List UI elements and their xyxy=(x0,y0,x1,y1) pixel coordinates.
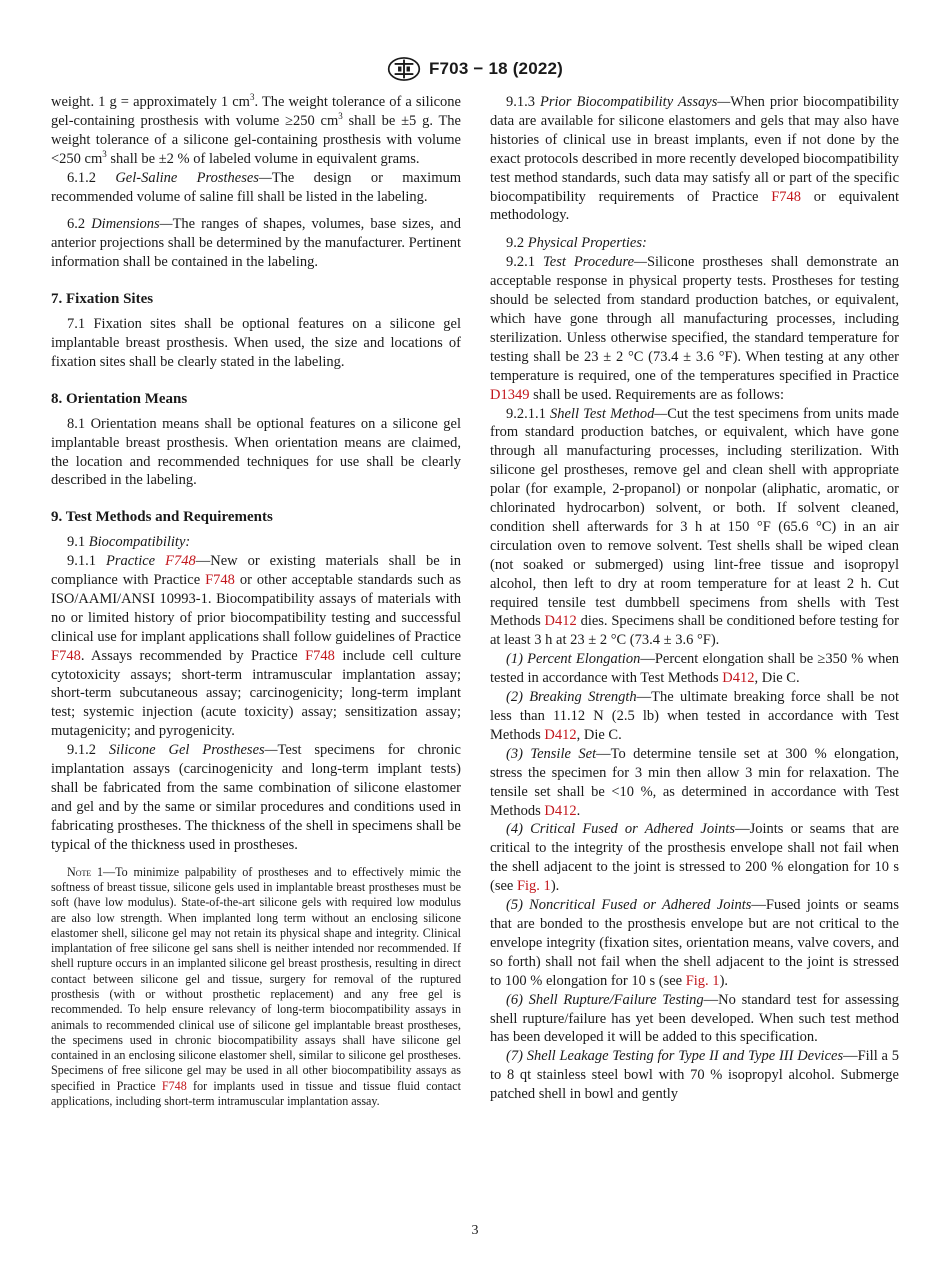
link-fig-1[interactable]: Fig. 1 xyxy=(516,878,551,895)
left-column xyxy=(51,93,461,1109)
requirement-7-shell-leakage: (7) Shell Leakage Testing for Type II and Type III Devices—Fill a 5 to 8 qt stainless steel bowl with 70 % isopropyl alcohol. Submerge patched shell in bowl and gently xyxy=(490,1048,899,1103)
paragraph-9-2: 9.2 Physical Properties: xyxy=(506,235,647,252)
requirement-5-noncritical-joints: (5) Noncritical Fused or Adhered Joints—Fused joints or seams that are bonded to the prosthesis envelope but are not critical to the envelope integrity (fixation sites, orientation means, valve covers, and so forth) shall not fail when the shell adjacent to the joint is stressed to 100 % elongation for 10 s (see Fig. 1). xyxy=(490,897,899,989)
requirement-4-critical-joints: (4) Critical Fused or Adhered Joints—Joints or seams that are critical to the integrity of the prosthesis envelope shall not fail when the shell adjacent to the joint is stressed to 200 % elongation for 10 s (see Fig. 1). xyxy=(490,821,899,895)
section-heading-9: 9. Test Methods and Requirements xyxy=(51,509,273,526)
link-d412[interactable]: D412 xyxy=(722,670,755,687)
link-d412[interactable]: D412 xyxy=(544,726,577,743)
requirement-6-shell-rupture: (6) Shell Rupture/Failure Testing—No standard test for assessing shell rupture/failure has yet been developed. When such test method has been developed it will be added to this specification. xyxy=(490,991,899,1046)
right-column xyxy=(490,93,899,1104)
paragraph-9-2-1: 9.2.1 Test Procedure—Silicone prostheses shall demonstrate an acceptable response in physical property tests. Prostheses for testing should be selected from standard production batches, or equivalent, which have gone through all manufacturing processes, including sterilization. Unless otherwise specified, the standard temperature for testing shall be 23 ± 2 °C (73.4 ± 3.6 °F). When testing at any other temperature is required, one of the temperatures specified in Practice D1349 shall be used. Requirements are as follows: xyxy=(490,254,899,403)
link-fig-1[interactable]: Fig. 1 xyxy=(685,972,720,989)
note-1: Note 1—To minimize palpability of prostheses and to effectively mimic the softness of breast tissue, silicone gels used in implantable breast prostheses must be soft (have low modulus). State-of-the-art silicone gels with required low modulus are also low strength. When implanted long term without an enclosing silicone elastomer shell, silicone gel may not retain its physical shape and integrity. Clinical implantation of free silicone gel sans shell is neither intended nor recommended. If shell rupture occurs in an implanted silicone gel breast prosthesis, resulting in direct contact between silicone gel and tissue, surgery for removal of the ruptured prosthesis (with or without prosthetic replacement) and any free gel is recommended. To help ensure relevancy of long-term biocompatibility assays in animals to recommended clinical use of silicone gel implantable breast prostheses, the specimens used in chronic biocompatibility assays shall have silicone gel contained in an enclosing silicone elastomer shell, similar to silicone gel prostheses. Specimens of free silicone gel may be used in all other biocompatibility assays as specified in Practice F748 for implants used in tissue and tissue fluid contact applications, including short-term intramuscular implantation assay. xyxy=(51,864,461,1109)
link-f748[interactable]: F748 xyxy=(165,553,196,570)
link-f748[interactable]: F748 xyxy=(771,188,802,205)
section-heading-8: 8. Orientation Means xyxy=(51,390,188,407)
paragraph-6-1-2: 6.1.2 Gel-Saline Prostheses—The design or maximum recommended volume of saline fill shall be listed in the labeling. xyxy=(51,169,462,205)
requirement-2-breaking-strength: (2) Breaking Strength—The ultimate breaking force shall be not less than 11.12 N (2.5 lb) when tested in accordance with Test Methods D412, Die C. xyxy=(490,689,899,743)
paragraph-9-1-1: 9.1.1 Practice F748—New or existing materials shall be in compliance with Practice F748 or other acceptable standards such as ISO/AAMI/ANSI 10993-1. Biocompatibility assays of materials with no or limited history of prior biocompatibility testing and successful clinical use for implant applications shall follow guidelines of Practice F748. Assays recommended by Practice F748 include cell culture cytotoxicity assays; short-term intramuscular implantation assay; short-term subcutaneous assay; carcinogenicity; long-term implant test; systemic injection (acute toxicity) assay; sensitization assay; mutagenicity; and pyrogenicity. xyxy=(51,553,462,740)
link-d412[interactable]: D412 xyxy=(544,802,577,819)
requirement-1-percent-elongation: (1) Percent Elongation—Percent elongation shall be ≥350 % when tested in accordance with Test Methods D412, Die C. xyxy=(490,651,899,687)
paragraph-9-1: 9.1 Biocompatibility: xyxy=(67,534,191,551)
link-f748[interactable]: F748 xyxy=(51,647,81,664)
section-heading-7: 7. Fixation Sites xyxy=(51,291,154,308)
paragraph-9-1-3: 9.1.3 Prior Biocompatibility Assays—When prior biocompatibility data are available for silicone elastomers and gels that may also have histories of clinical use in breast implants, even if not done by the exact protocols described in more recently developed biocompatibility test method standards, such data may satisfy all or part of the specific biocompatibility requirements of Practice F748 or equivalent methodology. xyxy=(490,94,899,224)
requirement-3-tensile-set: (3) Tensile Set—To determine tensile set at 300 % elongation, stress the specimen for 3 min then allow 3 min for relaxation. The tensile set shall be <10 %, as determined in accordance with Test Methods D412. xyxy=(490,745,899,819)
link-f748[interactable]: F748 xyxy=(161,1078,187,1093)
link-d412[interactable]: D412 xyxy=(544,613,577,630)
paragraph-6-2: 6.2 Dimensions—The ranges of shapes, volumes, base sizes, and anterior projections shall be determined by the manufacturer. Pertinent information shall be contained in the labeling. xyxy=(51,216,461,271)
paragraph-8-1: 8.1 Orientation means shall be optional features on a silicone gel implantable breast prosthesis. When orientation means are claimed, the location and recommended techniques for use shall be clearly described in the labeling. xyxy=(51,415,461,489)
standard-designation: F703 − 18 (2022) xyxy=(428,59,564,78)
link-f748[interactable]: F748 xyxy=(205,572,235,589)
page-number: 3 xyxy=(471,1223,479,1238)
astm-logo-icon xyxy=(387,56,421,82)
page-header xyxy=(0,56,950,82)
link-f748[interactable]: F748 xyxy=(305,647,335,664)
paragraph-6-1-1-continued: weight. 1 g = approximately 1 $cm^3$. The weight tolerance of a silicone gel-containing prosthesis with volume ≥250 $cm^3$ shall be ±5 g. The weight tolerance of a silicone gel-containing prosthesis with volume <250 $cm^3$ shall be ±2 % of labeled volume in equivalent grams. xyxy=(51,92,461,167)
paragraph-7-1: 7.1 Fixation sites shall be optional features on a silicone gel implantable breast prosthesis. When used, the size and locations of fixation sites shall be clearly stated in the labeling. xyxy=(51,316,461,370)
link-d1349[interactable]: D1349 xyxy=(490,386,530,403)
paragraph-9-2-1-1: 9.2.1.1 Shell Test Method—Cut the test specimens from units made from standard production batches, or equivalent, which have gone through all manufacturing processes, including sterilization. With silicone gel prostheses, remove gel and clean shell with appropriate polar (for example, 2-propanol) or nonpolar (aliphatic, aromatic, or chlorinated hydrocarbon) solvent, or both. If solvent cleaned, condition shell afterwards for 3 h at 150 °F (65.6 °C) in an air circulation oven to remove solvent. Test shells shall be wiped clean (not soaked or submerged) using lint-free tissue and isopropyl alcohol, then left to dry at room temperature for at least 2 h. Cut required tensile test dumbbell specimens from shells with Test Methods D412 dies. Specimens shall be conditioned before testing for at least 3 h at 23 ± 2 °C (73.4 ± 3.6 °F). xyxy=(490,405,900,649)
paragraph-9-1-2: 9.1.2 Silicone Gel Prostheses—Test specimens for chronic implantation assays (carcinogenicity and long-term implant tests) shall be fabricated from the same combination of silicone elastomer and gel and by the same or similar procedures and conditions used in fabricating prostheses. The thickness of the shell in specimens shall be typical of the thickness used in prostheses. xyxy=(51,742,461,853)
